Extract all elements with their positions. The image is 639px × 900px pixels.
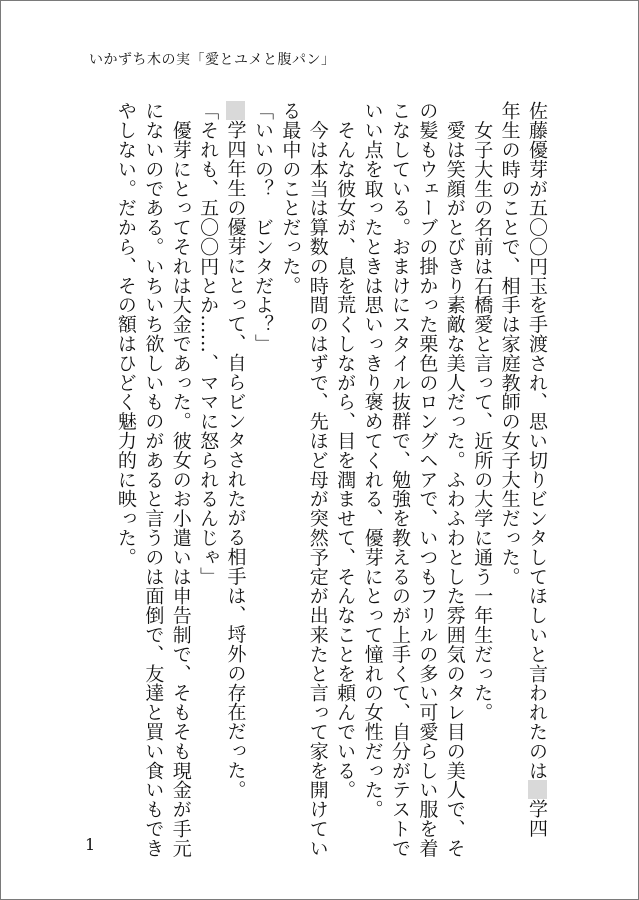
text-line: にないのである。いちいち欲しいものがあると言うのは面倒で、友達と買い食いもでき (142, 101, 165, 858)
body-text (112, 101, 551, 858)
text-line: 愛は笑顔がとびきり素敵な美人だった。ふわふわとした雰囲気のタレ目の美人で、そ (443, 101, 466, 858)
text-line: 女子大生の名前は石橋愛と言って、近所の大学に通う一年生だった。 (471, 101, 494, 722)
running-header: いかずち木の実「愛とユメと腹パン」 (89, 52, 336, 68)
redaction-box (528, 780, 547, 799)
text-line: る最中のことだった。 (279, 101, 302, 295)
text-line: 「それも、五〇〇円とか……、ママに怒られるんじゃ」 (197, 101, 220, 586)
text-line: こなしている。おまけにスタイル抜群で、勉強を教えるのが上手くて、自分がテストで (388, 101, 411, 858)
text-line: 年生の時のことで、相手は家庭教師の女子大生だった。 (498, 101, 521, 586)
text-line: そんな彼女が、息を荒くしながら、目を潤ませて、そんなことを頼んでいる。 (334, 101, 357, 800)
page-number: 1 (85, 835, 96, 854)
text-line: やしない。だから、その額はひどく魅力的に映った。 (114, 101, 137, 567)
text-line: 優芽にとってそれは大金であった。彼女のお小遣いは申告制で、そもそも現金が手元 (169, 101, 192, 858)
text-line: 今は本当は算数の時間のはずで、先ほど母が突然予定が出来たと言って家を開けてい (306, 101, 329, 858)
redaction-box (226, 101, 245, 120)
text-line: 佐藤優芽が五〇〇円玉を手渡され、思い切りビンタしてほしいと言われたのは学四 (526, 101, 548, 838)
text-line: の髪もウェーブの掛かった栗色のロングヘアで、いつもフリルの多い可愛らしい服を着 (416, 101, 439, 858)
text-line: いい点を取ったときは思いっきり褒めてくれる、優芽にとって憧れの女性だった。 (361, 101, 384, 819)
text-line: 「いいの？ ビンタだよ？」 (251, 101, 274, 354)
text-line: 学四年生の優芽にとって、自らビンタされたがる相手は、埒外の存在だった。 (221, 101, 248, 816)
